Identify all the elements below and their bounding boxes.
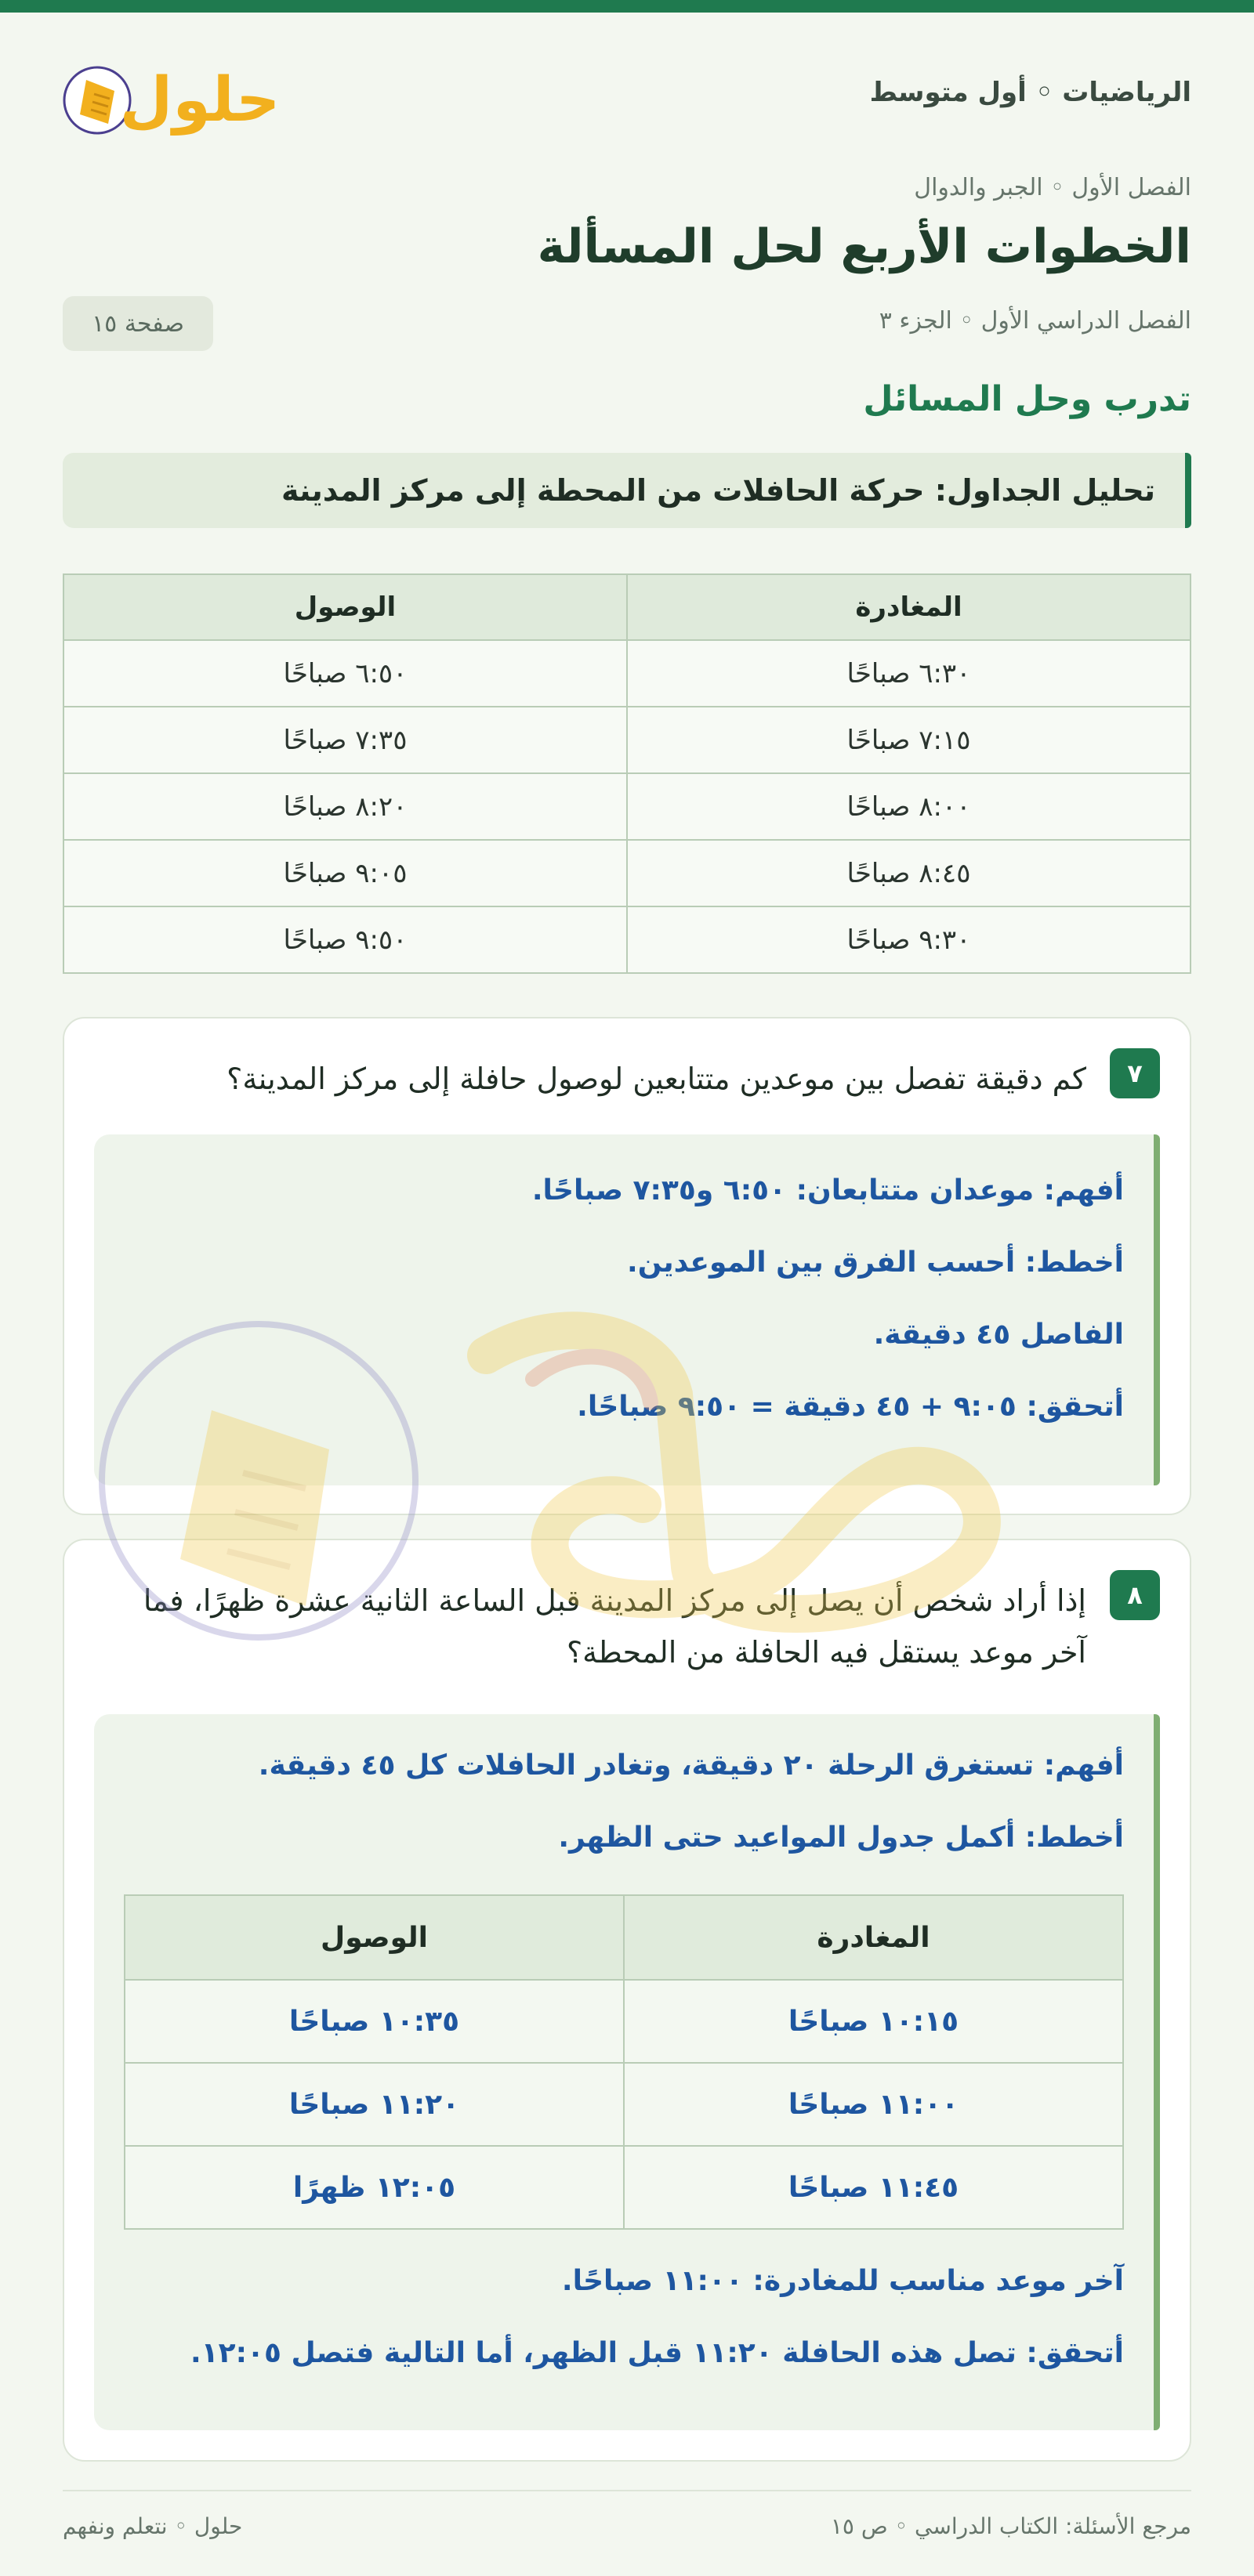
term-label: الفصل الدراسي الأول ◦ الجزء ٣	[879, 307, 1191, 335]
departure-cell: ٨:٤٥ صباحًا	[627, 840, 1191, 906]
arrival-cell: ٩:٥٠ صباحًا	[63, 906, 627, 973]
departure-cell: ٩:٣٠ صباحًا	[627, 906, 1191, 973]
answer-check: أتحقق: تصل هذه الحافلة ١١:٢٠ قبل الظهر، أما التالية فتصل ١٢:٠٥.	[190, 2337, 1124, 2369]
answer-plan: أخطط: أكمل جدول المواعيد حتى الظهر.	[558, 1822, 1124, 1854]
bus-schedule-table	[63, 573, 1191, 974]
arrival-cell: ١٢:٠٥ ظهرًا	[125, 2146, 624, 2229]
question-number-badge: ٨	[1110, 1570, 1160, 1620]
completed-schedule-table	[124, 1894, 1124, 2230]
departure-cell: ٧:١٥ صباحًا	[627, 707, 1191, 773]
answer-solve: آخر موعد مناسب للمغادرة: ١١:٠٠ صباحًا.	[561, 2265, 1124, 2297]
table-row	[125, 1980, 1123, 2063]
departure-cell: ١١:٤٥ صباحًا	[624, 2146, 1123, 2229]
footer-brand: حلول ◦ نتعلم ونفهم	[63, 2513, 243, 2539]
column-header-departure: المغادرة	[624, 1895, 1123, 1980]
subject-label: الرياضيات ◦ أول متوسط	[869, 77, 1191, 108]
section-title: تدرب وحل المسائل	[863, 379, 1191, 419]
footer-reference: مرجع الأسئلة: الكتاب الدراسي ◦ ص ١٥	[830, 2513, 1191, 2539]
hulul-logo[interactable]	[63, 60, 290, 138]
arrival-cell: ٨:٢٠ صباحًا	[63, 773, 627, 840]
question-card-7	[63, 1017, 1191, 1515]
table-row	[125, 2063, 1123, 2146]
departure-cell: ٨:٠٠ صباحًا	[627, 773, 1191, 840]
table-row	[63, 840, 1191, 906]
question-card-8	[63, 1539, 1191, 2462]
answer-understand: أفهم: موعدان متتابعان: ٦:٥٠ و٧:٣٥ صباحًا.	[531, 1174, 1124, 1207]
page-header	[63, 60, 1191, 138]
table-row	[63, 906, 1191, 973]
column-header-arrival: الوصول	[125, 1895, 624, 1980]
answer-solve: الفاصل ٤٥ دقيقة.	[873, 1319, 1124, 1351]
logo-emblem-icon	[63, 60, 290, 138]
question-text: إذا أراد شخص أن يصل إلى مركز المدينة قبل الساعة الثانية عشرة ظهرًا، فما آخر موعد يستقل فيه الحافلة من المحطة؟	[143, 1583, 1086, 1670]
departure-cell: ١١:٠٠ صباحًا	[624, 2063, 1123, 2146]
page-title: الخطوات الأربع لحل المسألة	[537, 219, 1191, 274]
chapter-label: الفصل الأول ◦ الجبر والدوال	[914, 174, 1191, 201]
answer-check: أتحقق: ٩:٠٥ + ٤٥ دقيقة = ٩:٥٠ صباحًا.	[577, 1391, 1124, 1423]
table-row	[63, 707, 1191, 773]
footer-divider	[63, 2490, 1191, 2491]
top-accent-bar	[0, 0, 1254, 13]
question-number-badge: ٧	[1110, 1048, 1160, 1098]
column-header-departure: المغادرة	[627, 574, 1191, 640]
arrival-cell: ١٠:٣٥ صباحًا	[125, 1980, 624, 2063]
departure-cell: ٦:٣٠ صباحًا	[627, 640, 1191, 707]
arrival-cell: ٧:٣٥ صباحًا	[63, 707, 627, 773]
arrival-cell: ٦:٥٠ صباحًا	[63, 640, 627, 707]
page-number-badge: صفحة ١٥	[63, 296, 213, 351]
column-header-arrival: الوصول	[63, 574, 627, 640]
analysis-heading: تحليل الجداول: حركة الحافلات من المحطة إلى مركز المدينة	[63, 453, 1191, 528]
answer-understand: أفهم: تستغرق الرحلة ٢٠ دقيقة، وتغادر الحافلات كل ٤٥ دقيقة.	[258, 1749, 1124, 1782]
departure-cell: ١٠:١٥ صباحًا	[624, 1980, 1123, 2063]
table-row	[63, 640, 1191, 707]
logo-text: حلول	[119, 65, 281, 136]
answer-box	[94, 1134, 1160, 1485]
answer-box	[94, 1714, 1160, 2430]
table-row	[63, 773, 1191, 840]
arrival-cell: ٩:٠٥ صباحًا	[63, 840, 627, 906]
arrival-cell: ١١:٢٠ صباحًا	[125, 2063, 624, 2146]
table-row	[125, 2146, 1123, 2229]
question-text: كم دقيقة تفصل بين موعدين متتابعين لوصول حافلة إلى مركز المدينة؟	[227, 1062, 1086, 1096]
answer-plan: أخطط: أحسب الفرق بين الموعدين.	[627, 1246, 1124, 1279]
